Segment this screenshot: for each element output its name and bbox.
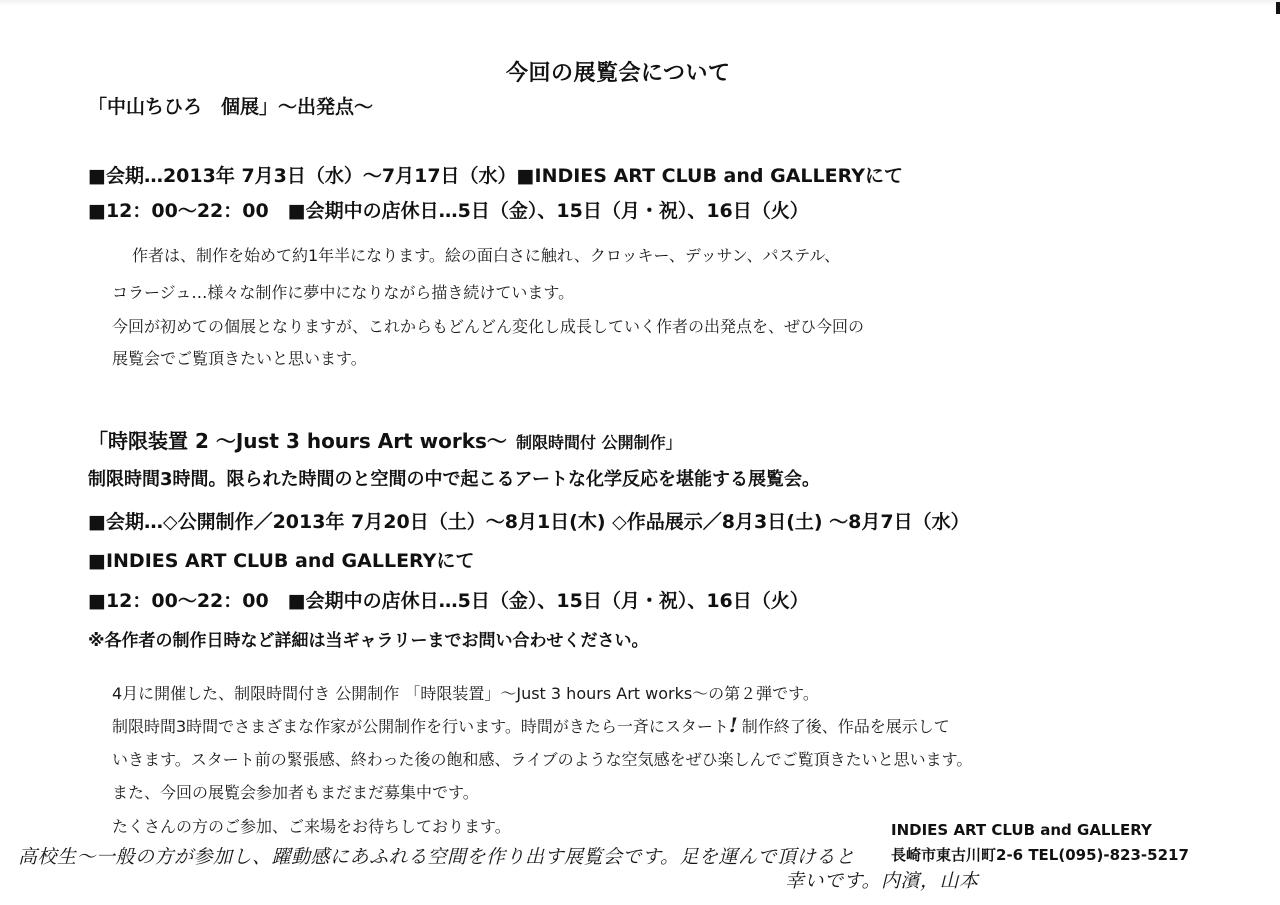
section2-paragraph-line: 4月に開催した、制限時間付き 公開制作 「時限装置」〜Just 3 hours Art works〜の第２弾です。	[112, 684, 819, 703]
section1-hours-line: ■12：00〜22：00 ■会期中の店休日…5日（金）、15日（月・祝）、16日（火）	[88, 200, 809, 222]
section2-paragraph-text: 制作終了後、作品を展示して	[741, 717, 950, 736]
section2-paragraph-line: また、今回の展覧会参加者もまだまだ募集中です。	[112, 783, 479, 802]
section2-note: ※各作者の制作日時など詳細は当ギャラリーまでお問い合わせください。	[88, 631, 649, 651]
handwritten-note-line2: 幸いです。内濱，山本	[785, 870, 979, 892]
footer-address: 長崎市東古川町2-6 TEL(095)-823-5217	[891, 846, 1189, 864]
scan-bleed-through	[0, 0, 1280, 6]
section1-paragraph-line: 作者は、制作を始めて約1年半になります。絵の面白さに触れ、クロッキー、デッサン、パステル、	[132, 246, 841, 265]
section2-tagline: 制限時間3時間。限られた時間のと空間の中で起こるアートな化学反応を堪能する展覧会。	[88, 469, 820, 490]
section2-period-line: ■会期…◇公開制作／2013年 7月20日（土）〜8月1日(木) ◇作品展示／8月3日(土) 〜8月7日（水）	[88, 511, 970, 533]
section1-paragraph-line: コラージュ…様々な制作に夢中になりながら描き続けています。	[112, 283, 575, 302]
handwritten-exclamation: !	[728, 713, 738, 737]
section1-heading: 「中山ちひろ 個展」〜出発点〜	[88, 96, 374, 118]
section2-heading-main: 「時限装置 2 〜Just 3 hours Art works〜	[88, 429, 507, 453]
section1-paragraph-line: 展覧会でご覧頂きたいと思います。	[112, 349, 367, 368]
section1-period-line: ■会期…2013年 7月3日（水）〜7月17日（水）■INDIES ART CLUB and GALLERYにて	[88, 165, 903, 187]
section2-paragraph-line	[112, 713, 950, 737]
section2-paragraph-line: たくさんの方のご参加、ご来場をお待ちしております。	[112, 817, 511, 836]
section1-paragraph-line: 今回が初めての個展となりますが、これからもどんどん変化し成長していく作者の出発点を、ぜひ今回の	[112, 317, 865, 336]
section2-hours-line: ■12：00〜22：00 ■会期中の店休日…5日（金）、15日（月・祝）、16日（火）	[88, 590, 809, 612]
section2-paragraph-text: 制限時間3時間でさまざまな作家が公開制作を行います。時間がきたら一斉にスタート	[112, 717, 729, 736]
document-title: 今回の展覧会について	[506, 61, 731, 86]
section2-paragraph-line: いきます。スタート前の緊張感、終わった後の飽和感、ライブのような空気感をぜひ楽しんでご覧頂きたいと思います。	[112, 750, 973, 769]
handwritten-note-line1: 高校生〜一般の方が参加し、躍動感にあふれる空間を作り出す展覧会です。足を運んで頂けると	[18, 846, 855, 868]
footer-gallery-name: INDIES ART CLUB and GALLERY	[891, 821, 1152, 839]
scan-edge-mark	[1276, 2, 1280, 14]
section2-heading	[88, 425, 682, 454]
section2-heading-sub: 制限時間付 公開制作」	[516, 433, 682, 452]
section2-venue-line: ■INDIES ART CLUB and GALLERYにて	[88, 550, 475, 572]
